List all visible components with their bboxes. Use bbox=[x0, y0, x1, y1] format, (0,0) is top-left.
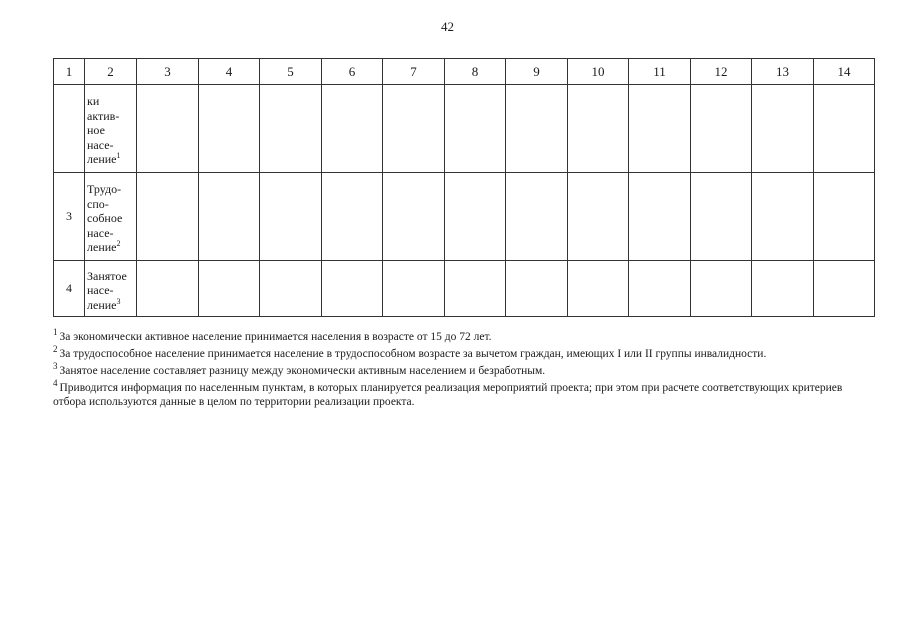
data-table bbox=[53, 58, 875, 317]
table-cell bbox=[260, 173, 322, 261]
table-cell bbox=[506, 173, 568, 261]
table-cell bbox=[137, 261, 199, 317]
table-row bbox=[54, 85, 875, 173]
table-cell bbox=[137, 85, 199, 173]
footnote-text: Занятое население составляет разницу между экономически активным населением и безработным. bbox=[59, 365, 546, 377]
table-cell bbox=[322, 173, 383, 261]
column-header: 12 bbox=[691, 59, 752, 85]
table-cell bbox=[322, 261, 383, 317]
table-cell bbox=[691, 261, 752, 317]
column-header: 10 bbox=[568, 59, 629, 85]
table-cell bbox=[568, 261, 629, 317]
table-cell bbox=[260, 261, 322, 317]
table-cell bbox=[199, 85, 260, 173]
footnotes bbox=[53, 327, 853, 412]
table-cell bbox=[445, 261, 506, 317]
column-header: 8 bbox=[445, 59, 506, 85]
footnote-mark: 2 bbox=[53, 344, 58, 355]
table-cell bbox=[814, 173, 875, 261]
footnote-text: За трудоспособное население принимается население в трудоспособном возрасте за вычетом граждан, имеющих I или II группы инвалидности. bbox=[59, 348, 767, 360]
table-cell bbox=[445, 85, 506, 173]
table-cell bbox=[629, 85, 691, 173]
column-header: 4 bbox=[199, 59, 260, 85]
table-row bbox=[54, 261, 875, 317]
table-cell bbox=[383, 85, 445, 173]
footnote bbox=[53, 378, 853, 409]
table-cell bbox=[199, 261, 260, 317]
table-cell bbox=[445, 173, 506, 261]
footnote-text: За экономически активное население принимается населения в возрасте от 15 до 72 лет. bbox=[59, 331, 492, 343]
table-cell bbox=[383, 261, 445, 317]
table-cell bbox=[568, 85, 629, 173]
row-number bbox=[54, 85, 85, 173]
column-header: 13 bbox=[752, 59, 814, 85]
table-cell bbox=[506, 85, 568, 173]
table-cell bbox=[199, 173, 260, 261]
footnote-text: Приводится информация по населенным пунктам, в которых планируется реализация мероприятий проекта; при этом при расчете соответствующих критериев отбора используются данные в целом по территории реализации проекта. bbox=[53, 382, 843, 408]
column-header: 9 bbox=[506, 59, 568, 85]
column-header: 14 bbox=[814, 59, 875, 85]
row-label-employed: Занятое насе- ление$^3$ bbox=[85, 261, 137, 317]
column-header: 6 bbox=[322, 59, 383, 85]
row-label-economically-active: ки актив- ное насе- ление$^1$ bbox=[85, 85, 137, 173]
footnote bbox=[53, 361, 853, 378]
table-cell bbox=[814, 85, 875, 173]
column-header: 3 bbox=[137, 59, 199, 85]
table-cell bbox=[752, 261, 814, 317]
column-header: 2 bbox=[85, 59, 137, 85]
table-cell bbox=[506, 261, 568, 317]
table-cell bbox=[814, 261, 875, 317]
table-header-row bbox=[54, 59, 875, 85]
page-number: 42 bbox=[441, 19, 454, 34]
table-cell bbox=[691, 173, 752, 261]
table-cell bbox=[691, 85, 752, 173]
table-cell bbox=[260, 85, 322, 173]
table-cell bbox=[383, 173, 445, 261]
footnote-mark: 3 bbox=[53, 361, 58, 372]
row-number: 3 bbox=[54, 173, 85, 261]
footnote-ref: 3 bbox=[116, 296, 121, 306]
footnote-ref: 1 bbox=[116, 151, 121, 161]
row-label-able-bodied: Трудо- спо- собное насе- ление$^2$ bbox=[85, 173, 137, 261]
row-number: 4 bbox=[54, 261, 85, 317]
table-row bbox=[54, 173, 875, 261]
column-header: 7 bbox=[383, 59, 445, 85]
table-cell bbox=[137, 173, 199, 261]
column-header: 11 bbox=[629, 59, 691, 85]
table-cell bbox=[629, 173, 691, 261]
column-header: 1 bbox=[54, 59, 85, 85]
table-cell bbox=[752, 173, 814, 261]
footnote-mark: 1 bbox=[53, 327, 58, 338]
footnote bbox=[53, 344, 853, 361]
table-cell bbox=[322, 85, 383, 173]
footnote-mark: 4 bbox=[53, 378, 58, 389]
table-cell bbox=[568, 173, 629, 261]
footnote bbox=[53, 327, 853, 344]
column-header: 5 bbox=[260, 59, 322, 85]
table-cell bbox=[752, 85, 814, 173]
footnote-ref: 2 bbox=[116, 239, 121, 249]
table-cell bbox=[629, 261, 691, 317]
